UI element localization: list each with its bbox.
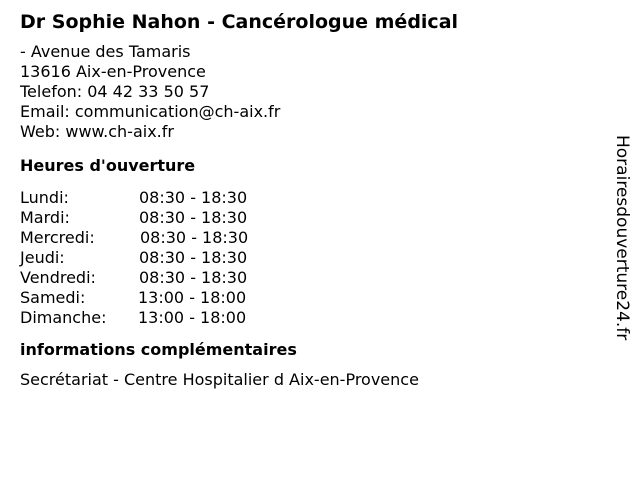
email-address: Email: communication@ch-aix.fr: [20, 102, 281, 121]
hours-row-wednesday: [20, 228, 600, 248]
street-address: - Avenue des Tamaris: [20, 42, 191, 61]
hours-row-sunday: [20, 308, 600, 328]
day-label: Mardi:: [20, 208, 70, 227]
listing-card: [20, 10, 600, 390]
day-label: Lundi:: [20, 188, 69, 207]
day-label: Dimanche:: [20, 308, 107, 327]
day-label: Samedi:: [20, 288, 86, 307]
time-range: 13:00 - 18:00: [138, 308, 247, 327]
site-brand-watermark: Horairesdouverture24.fr: [612, 135, 632, 341]
phone-number: Telefon: 04 42 33 50 57: [20, 82, 210, 101]
website: Web: www.ch-aix.fr: [20, 122, 174, 141]
time-range: 08:30 - 18:30: [139, 208, 248, 227]
day-label: Jeudi:: [20, 248, 65, 267]
additional-info-heading: informations complémentaires: [20, 340, 297, 359]
day-label: Mercredi:: [20, 228, 95, 247]
additional-info-text: Secrétariat - Centre Hospitalier d Aix-en-Provence: [20, 370, 419, 389]
hours-row-saturday: [20, 288, 600, 308]
page-title: Dr Sophie Nahon - Cancérologue médical: [20, 11, 459, 33]
time-range: 13:00 - 18:00: [138, 288, 247, 307]
hours-row-monday: [20, 188, 600, 208]
hours-row-friday: [20, 268, 600, 288]
opening-hours-heading: Heures d'ouverture: [20, 156, 196, 175]
city-address: 13616 Aix-en-Provence: [20, 62, 206, 81]
opening-hours-table: [20, 188, 600, 328]
time-range: 08:30 - 18:30: [139, 268, 248, 287]
time-range: 08:30 - 18:30: [139, 248, 248, 267]
hours-row-thursday: [20, 248, 600, 268]
day-label: Vendredi:: [20, 268, 96, 287]
hours-row-tuesday: [20, 208, 600, 228]
time-range: 08:30 - 18:30: [140, 228, 249, 247]
contact-block: [20, 42, 600, 142]
time-range: 08:30 - 18:30: [139, 188, 248, 207]
